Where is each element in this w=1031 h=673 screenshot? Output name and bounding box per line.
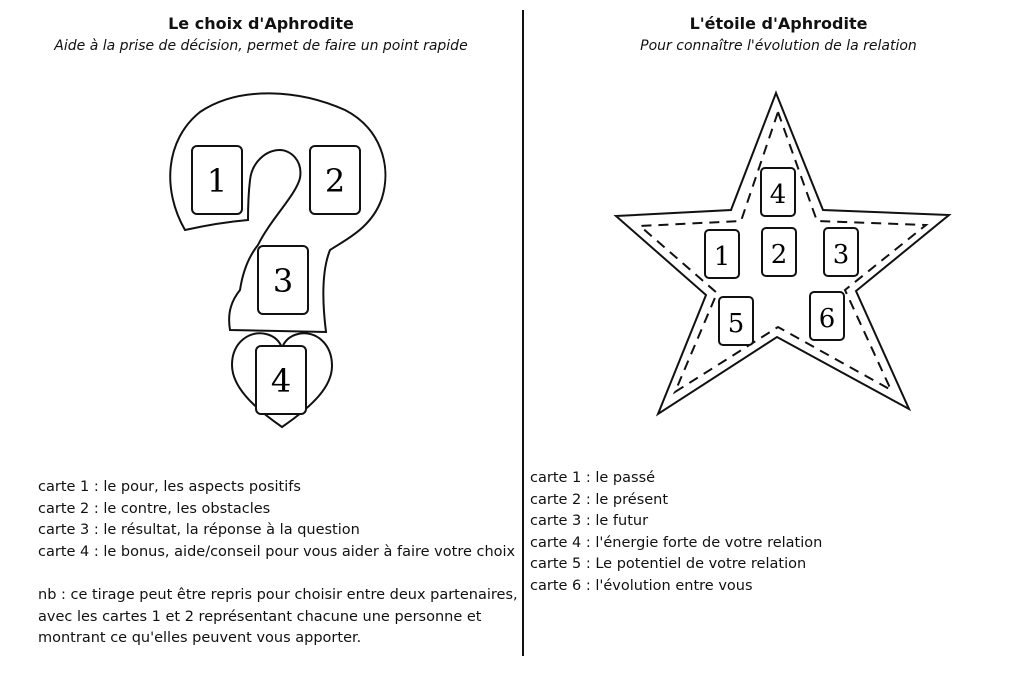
card-2 (762, 228, 796, 276)
legend-line: carte 1 : le passé (530, 470, 656, 486)
etoile-legend (530, 468, 822, 598)
legend-line: carte 2 : le contre, les obstacles (38, 500, 271, 517)
card-4-number: 4 (270, 362, 292, 400)
legend-line: carte 4 : l'énergie forte de votre relation (530, 534, 823, 551)
card-4 (761, 168, 795, 216)
card-4-number: 4 (769, 180, 787, 210)
card-1-number: 1 (206, 162, 228, 200)
column-divider (522, 10, 524, 656)
note-line: avec les cartes 1 et 2 représentant chacune une personne et (38, 608, 482, 625)
card-2 (310, 146, 360, 214)
etoile-aphrodite-section (526, 0, 1031, 673)
legend-line: carte 3 : le futur (530, 513, 649, 530)
card-6-number: 6 (818, 304, 836, 334)
card-3-number: 3 (832, 240, 850, 270)
card-4 (256, 346, 306, 414)
choix-title: Le choix d'Aphrodite (168, 14, 354, 33)
legend-line: carte 1 : le pour, les aspects positifs (38, 479, 301, 495)
choix-subtitle: Aide à la prise de décision, permet de faire un point rapide (54, 38, 468, 54)
card-3-number: 3 (272, 262, 294, 300)
card-5 (719, 297, 753, 345)
card-5-number: 5 (727, 309, 745, 339)
etoile-title: L'étoile d'Aphrodite (689, 14, 868, 33)
legend-line: carte 6 : l'évolution entre vous (530, 577, 753, 594)
question-mark-spread-diagram (0, 0, 522, 460)
legend-line: carte 2 : le présent (530, 491, 669, 508)
star-spread-diagram (526, 0, 1031, 460)
legend-line: carte 5 : Le potentiel de votre relation (530, 556, 807, 573)
etoile-subtitle: Pour connaître l'évolution de la relation (640, 38, 917, 54)
legend-line: carte 3 : le résultat, la réponse à la question (38, 522, 360, 539)
card-3 (258, 246, 308, 314)
card-2-number: 2 (770, 240, 788, 270)
legend-line: carte 4 : le bonus, aide/conseil pour vous aider à faire votre choix (38, 543, 516, 560)
note-line: nb : ce tirage peut être repris pour choisir entre deux partenaires, (38, 586, 518, 603)
card-1-number: 1 (713, 242, 731, 272)
note-line: montrant ce qu'elles peuvent vous apporter. (38, 630, 362, 647)
card-6 (810, 292, 844, 340)
card-3 (824, 228, 858, 276)
card-2-number: 2 (324, 162, 346, 200)
card-1 (705, 230, 739, 278)
choix-legend (38, 477, 518, 650)
card-1 (192, 146, 242, 214)
